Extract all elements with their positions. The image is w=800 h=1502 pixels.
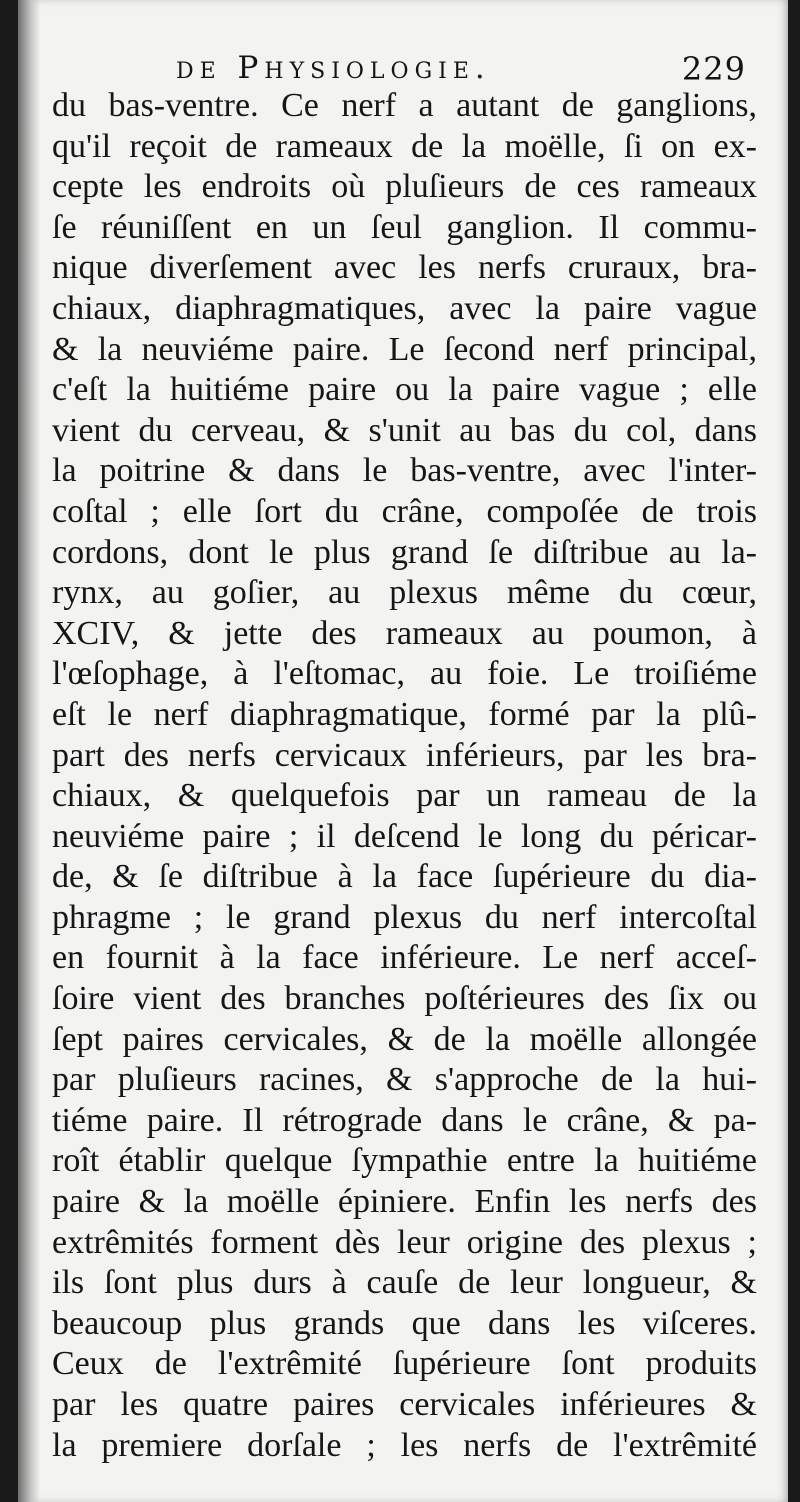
text-line: ils ſont plus durs à cauſe de leur longueur, & xyxy=(52,1264,757,1302)
text-line: en fournit à la face inférieure. Le nerf acceſ- xyxy=(52,939,757,977)
text-line: l'œſophage, à l'eſtomac, au foie. Le troiſiéme xyxy=(52,655,757,693)
text-line: XCIV, & jette des rameaux au poumon, à xyxy=(52,614,757,652)
gutter-shadow xyxy=(18,0,40,1502)
running-head xyxy=(18,44,788,92)
text-line: la premiere dorſale ; les nerfs de l'extrêmité xyxy=(52,1426,757,1464)
text-line: de, & ſe diſtribue à la face ſupérieure du dia- xyxy=(52,858,757,896)
text-line: coſtal ; elle ſort du crâne, compoſée de trois xyxy=(52,492,757,530)
text-line: la poitrine & dans le bas-ventre, avec l'inter- xyxy=(52,452,757,490)
text-line: phragme ; le grand plexus du nerf intercoſtal xyxy=(52,898,757,936)
text-line: ſe réuniſſent en un ſeul ganglion. Il commu- xyxy=(52,208,757,246)
text-line: c'eſt la huitiéme paire ou la paire vague ; elle xyxy=(52,371,757,409)
text-line: Ceux de l'extrêmité ſupérieure ſont produits xyxy=(52,1345,757,1383)
text-line: chiaux, & quelquefois par un rameau de la xyxy=(52,777,757,815)
text-line: rynx, au goſier, au plexus même du cœur, xyxy=(52,574,757,612)
text-line: beaucoup plus grands que dans les viſceres. xyxy=(52,1304,757,1342)
text-line: tiéme paire. Il rétrograde dans le crâne, & pa- xyxy=(52,1101,757,1139)
text-line: qu'il reçoit de rameaux de la moëlle, ſi on ex- xyxy=(52,127,757,165)
text-line: extrêmités forment dès leur origine des plexus ; xyxy=(52,1223,757,1261)
text-line: neuviéme paire ; il deſcend le long du péricar- xyxy=(52,817,757,855)
text-line: ſept paires cervicales, & de la moëlle allongée xyxy=(52,1020,757,1058)
text-line: nique diverſement avec les nerfs cruraux, bra- xyxy=(52,249,757,287)
text-line: par les quatre paires cervicales inférieures & xyxy=(52,1386,757,1423)
page-number: 229 xyxy=(681,50,746,88)
running-title: de Physiologie. xyxy=(176,50,491,86)
text-line: part des nerfs cervicaux inférieurs, par les bra- xyxy=(52,736,757,774)
text-line: roît établir quelque ſympathie entre la huitiéme xyxy=(52,1142,757,1180)
text-line: vient du cerveau, & s'unit au bas du col, dans xyxy=(52,411,757,449)
book-page xyxy=(18,0,788,1502)
text-line: eſt le nerf diaphragmatique, formé par la plû- xyxy=(52,695,757,733)
text-line: cepte les endroits où pluſieurs de ces rameaux xyxy=(52,168,757,206)
text-line: & la neuviéme paire. Le ſecond nerf principal, xyxy=(52,330,757,368)
text-line: chiaux, diaphragmatiques, avec la paire vague xyxy=(52,289,757,327)
body-text xyxy=(52,86,757,1466)
text-line: ſoire vient des branches poſtérieures des ſix ou xyxy=(52,980,757,1018)
text-line: par pluſieurs racines, & s'approche de la hui- xyxy=(52,1061,757,1099)
text-line: du bas-ventre. Ce nerf a autant de ganglions, xyxy=(52,87,757,124)
text-line: paire & la moëlle épiniere. Enfin les nerfs des xyxy=(52,1183,757,1221)
text-line: cordons, dont le plus grand ſe diſtribue au la- xyxy=(52,533,757,571)
